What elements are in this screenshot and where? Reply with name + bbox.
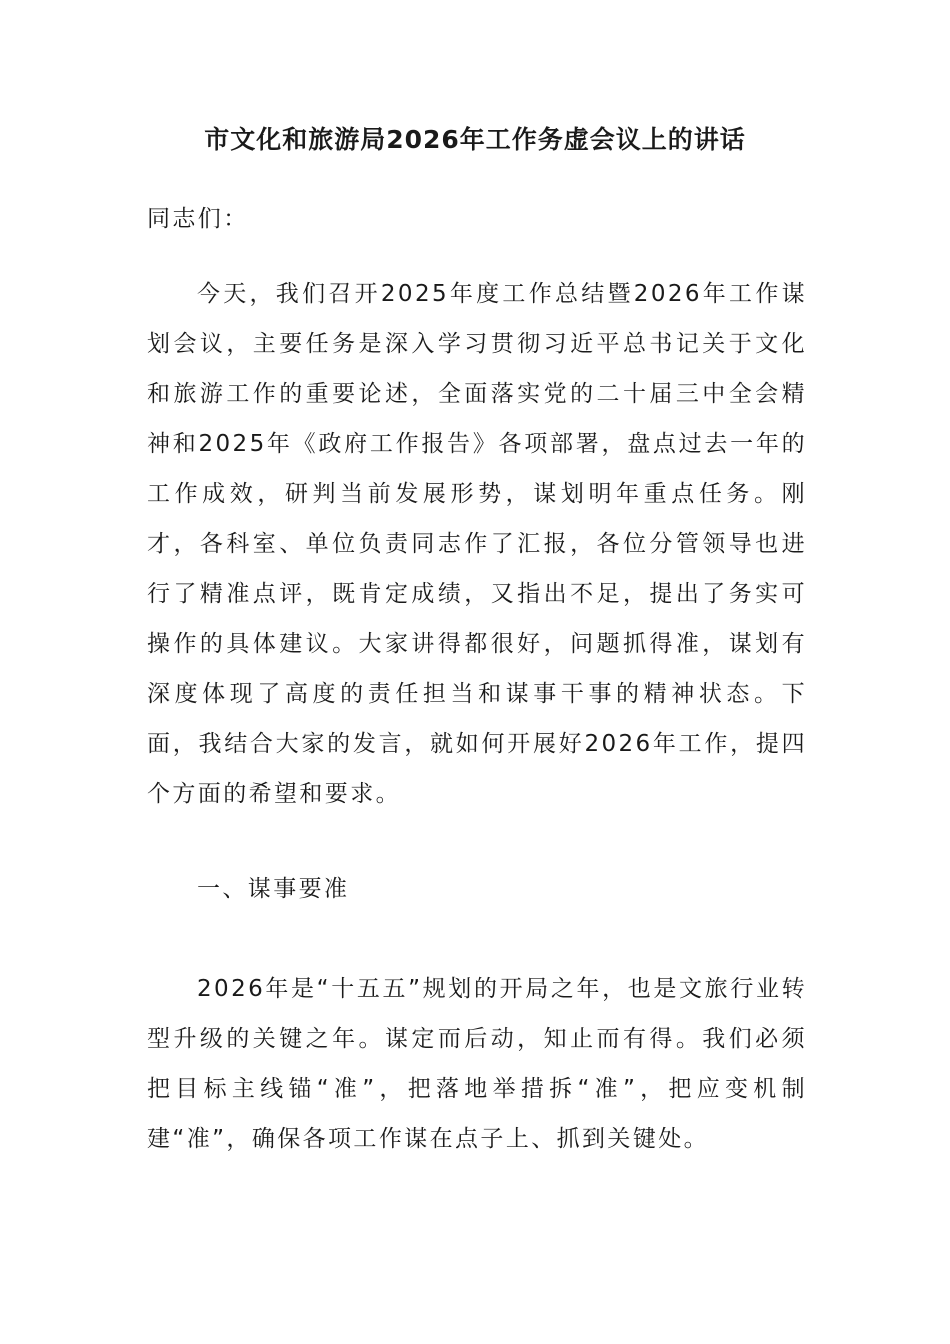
paragraph-section-1: 2026年是“十五五”规划的开局之年，也是文旅行业转型升级的关键之年。谋定而后动，知止而有得。我们必须把目标主线锚“准”，把落地举措拆“准”，把应变机制建“准”，确保各项工作谋在点子上、抓到关键处。	[147, 976, 807, 1152]
paragraph-intro: 今天，我们召开2025年度工作总结暨2026年工作谋划会议，主要任务是深入学习贯彻习近平总书记关于文化和旅游工作的重要论述，全面落实党的二十届三中全会精神和2025年《政府工作报告》各项部署，盘点过去一年的工作成效，研判当前发展形势，谋划明年重点任务。刚才，各科室、单位负责同志作了汇报，各位分管领导也进行了精准点评，既肯定成绩，又指出不足，提出了务实可操作的具体建议。大家讲得都很好，问题抓得准，谋划有深度体现了高度的责任担当和谋事干事的精神状态。下面，我结合大家的发言，就如何开展好2026年工作，提四个方面的希望和要求。	[147, 281, 807, 807]
salutation: 同志们：	[147, 206, 249, 232]
section-heading-1: 一、谋事要准	[197, 876, 350, 902]
document-title: 市文化和旅游局2026年工作务虚会议上的讲话	[204, 125, 746, 154]
